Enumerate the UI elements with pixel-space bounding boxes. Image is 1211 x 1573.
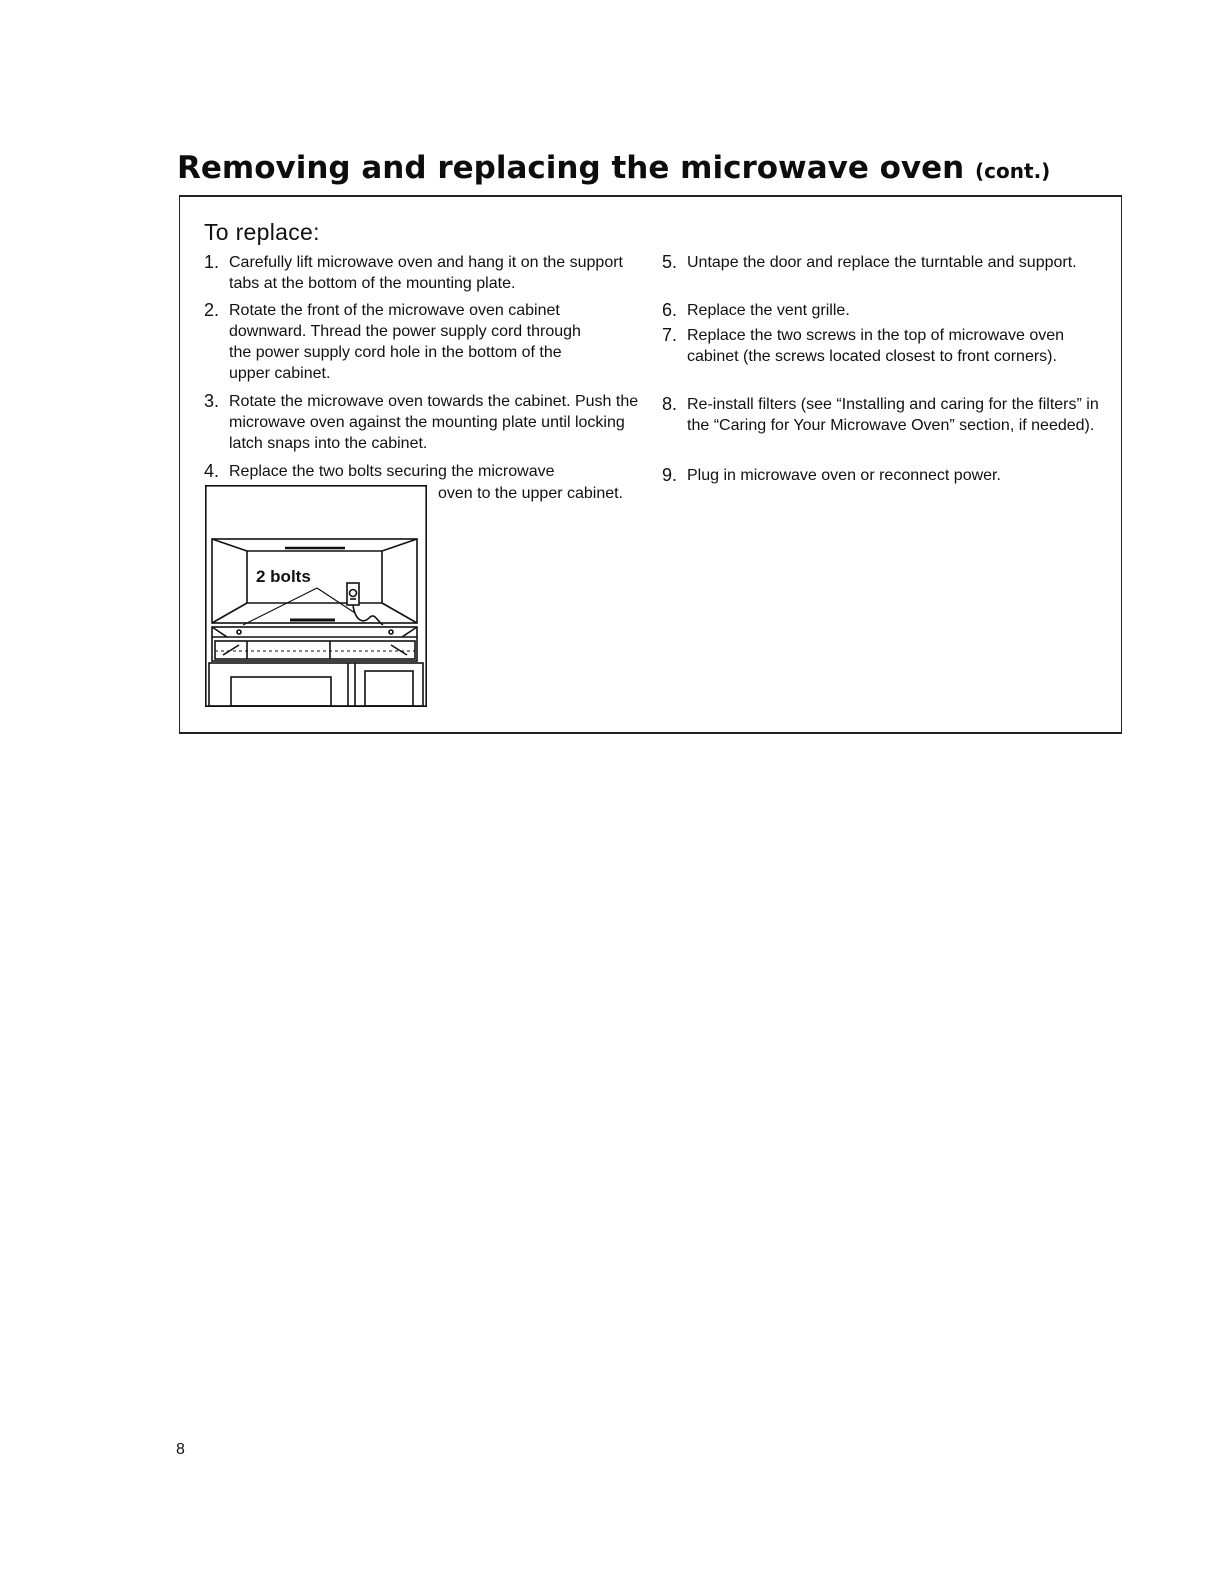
title-main: Removing and replacing the microwave oven bbox=[177, 150, 965, 186]
step-number: 2. bbox=[204, 300, 220, 320]
section-heading: To replace: bbox=[204, 219, 320, 245]
step-4 bbox=[204, 461, 644, 482]
step-5 bbox=[662, 252, 1102, 273]
step-number: 4. bbox=[204, 461, 220, 481]
step-9 bbox=[662, 465, 1102, 486]
step-text: Plug in microwave oven or reconnect power. bbox=[687, 467, 1001, 484]
step-text: Rotate the microwave oven towards the cabinet. Push the microwave oven against the mounting plate until locking latch snaps into the cabinet. bbox=[229, 393, 639, 452]
step-4-continuation: oven to the upper cabinet. bbox=[438, 485, 624, 502]
step-number: 1. bbox=[204, 252, 220, 272]
step-text: Untape the door and replace the turntable and support. bbox=[687, 254, 1077, 271]
step-2 bbox=[204, 300, 629, 384]
step-text: Re-install filters (see “Installing and caring for the filters” in the “Caring for Your Microwave Oven” section, if needed). bbox=[687, 396, 1099, 434]
step-text: Rotate the front of the microwave oven cabinet downward. Thread the power supply cord through the power supply cord hole in the bottom of the upper cabinet. bbox=[229, 302, 581, 382]
step-text: Replace the two bolts securing the microwave bbox=[229, 463, 555, 480]
figure-frame bbox=[206, 486, 426, 706]
step-text: Carefully lift microwave oven and hang it on the support tabs at the bottom of the mounting plate. bbox=[229, 254, 623, 292]
step-number: 5. bbox=[662, 252, 678, 272]
step-number: 9. bbox=[662, 465, 678, 485]
step-number: 7. bbox=[662, 325, 678, 345]
step-6 bbox=[662, 300, 1102, 321]
page-number: 8 bbox=[176, 1441, 185, 1458]
step-1 bbox=[204, 252, 644, 294]
installation-illustration bbox=[205, 485, 427, 707]
step-number: 8. bbox=[662, 394, 678, 414]
step-8 bbox=[662, 394, 1102, 436]
step-text: Replace the two screws in the top of microwave oven cabinet (the screws located closest to front corners). bbox=[687, 327, 1065, 365]
step-7 bbox=[662, 325, 1102, 367]
step-text: Replace the vent grille. bbox=[687, 302, 850, 319]
figure-label-bolts: 2 bolts bbox=[256, 567, 311, 586]
title-suffix: (cont.) bbox=[975, 159, 1051, 183]
step-number: 3. bbox=[204, 391, 220, 411]
step-number: 6. bbox=[662, 300, 678, 320]
step-3 bbox=[204, 391, 644, 454]
page-title bbox=[177, 148, 1050, 191]
